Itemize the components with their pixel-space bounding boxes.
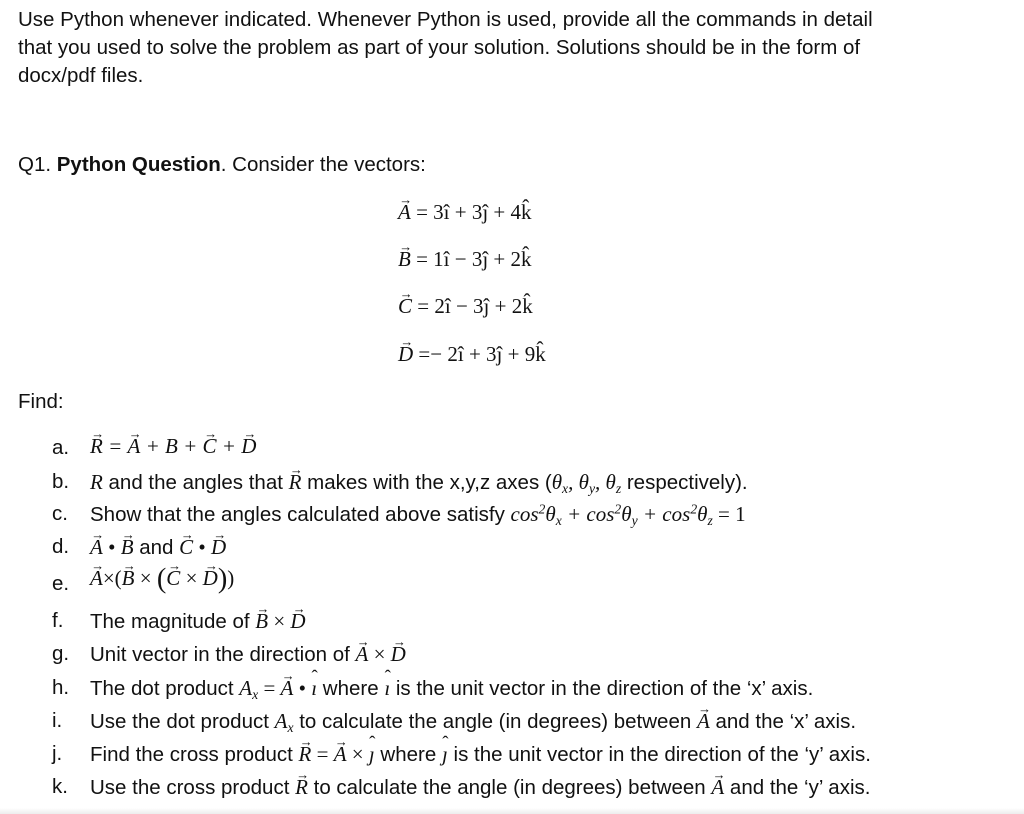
find-label: Find: [18, 390, 64, 413]
item-a-content: → R = → A + B + → C + → D [90, 434, 256, 459]
intro-line-3: docx/pdf files. [18, 64, 144, 87]
item-k-content: Use the cross product → R to calculate the angle (in degrees) between → A and the ‘y’ axis. [90, 775, 870, 800]
item-g-label: g. [52, 642, 70, 665]
vector-c-components: = 2î − 3ĵ + 2k̂ [417, 294, 533, 318]
item-f-content: The magnitude of → B × → D [90, 609, 306, 634]
item-b-label: b. [52, 470, 70, 493]
item-f-label: f. [52, 609, 64, 632]
item-k-label: k. [52, 775, 68, 798]
vector-b-symbol: → B [398, 247, 411, 272]
item-e-label: e. [52, 572, 70, 595]
intro-paragraph [18, 6, 1008, 90]
bottom-shadow [0, 808, 1024, 814]
item-h-content: The dot product $A_x$ = → A • ˆ ı where ˆ ı is the unit vector in the direction of the ‘x’ axis. [90, 676, 813, 701]
item-i-content: Use the dot product $A_x$ to calculate the angle (in degrees) between → A and the ‘x’ axis. [90, 709, 856, 734]
item-a-label: a. [52, 436, 70, 459]
vector-a-definition [398, 200, 532, 225]
question-heading [18, 153, 426, 177]
item-d-content: → A • → B and → C • → D [90, 535, 226, 560]
item-g-content: Unit vector in the direction of → A × → D [90, 642, 406, 667]
vector-d-symbol: → D [398, 342, 413, 367]
item-i-label: i. [52, 709, 63, 732]
question-intro: . Consider the vectors: [220, 153, 426, 176]
vector-c-definition [398, 294, 533, 319]
vector-a-symbol: → A [398, 200, 411, 225]
item-j-content: Find the cross product → R = → A × ˆ ȷ where ˆ ȷ is the unit vector in the direction of the ‘y’ axis. [90, 742, 871, 767]
vector-a-components: = 3î + 3ĵ + 4k̂ [416, 200, 532, 224]
intro-line-2: that you used to solve the problem as part of your solution. Solutions should be in the form of [18, 36, 861, 59]
intro-line-1: Use Python whenever indicated. Whenever Python is used, provide all the commands in detail [18, 8, 873, 31]
item-c-content: Show that the angles calculated above satisfy $\cos^2\theta_x + \cos^2\theta_y + \cos^2\theta_z = 1$ [90, 501, 746, 529]
item-c-label: c. [52, 502, 68, 525]
vector-b-components: = 1î − 3ĵ + 2k̂ [416, 247, 532, 271]
vector-d-components: =− 2î + 3ĵ + 9k̂ [418, 342, 546, 366]
vector-d-definition [398, 342, 546, 367]
vector-c-symbol: → C [398, 294, 412, 319]
vector-b-definition [398, 247, 532, 272]
item-b-content: R and the angles that → R makes with the x,y,z axes ($\theta_x$, $\theta_y$, $\theta_z$ respectively). [90, 470, 748, 495]
question-number: Q1. [18, 153, 52, 176]
item-e-content: → A×(→ B × (→ C × → D)) [90, 566, 234, 591]
item-j-label: j. [52, 742, 63, 765]
question-title: Python Question [56, 153, 221, 176]
item-d-label: d. [52, 535, 70, 558]
item-h-label: h. [52, 676, 70, 699]
